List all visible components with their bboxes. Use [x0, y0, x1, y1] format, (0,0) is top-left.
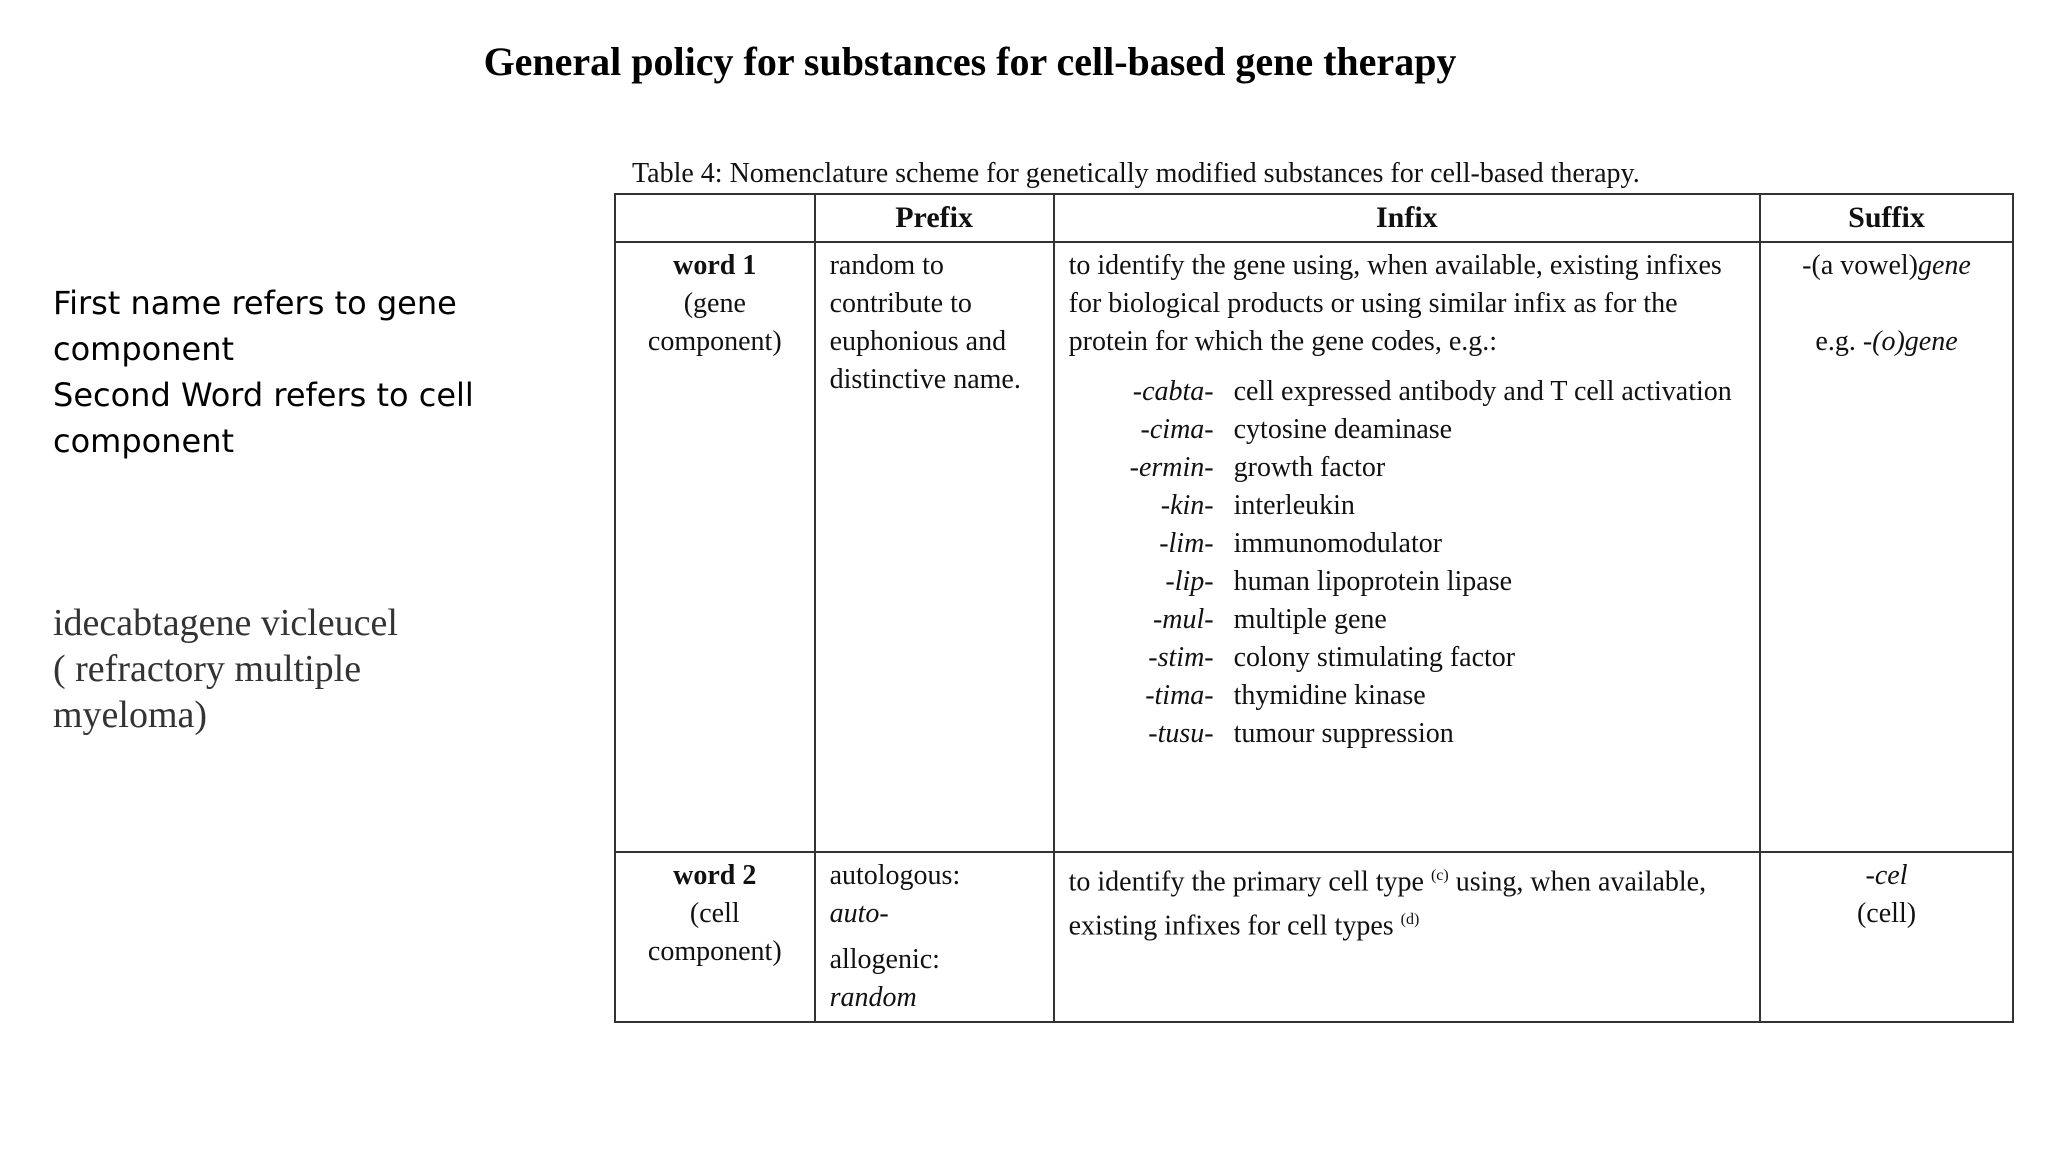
infix-code: -cabta- [1132, 376, 1214, 407]
nomenclature-table [614, 193, 2014, 1023]
infix-meaning: tumour suppression [1233, 718, 1454, 749]
infix-code: -mul- [1152, 604, 1214, 635]
word2-prefix [815, 852, 1054, 1022]
infix-code: -tima- [1145, 680, 1214, 711]
word1-suffix-eg-prefix: e.g. [1815, 326, 1863, 357]
infix-meaning: colony stimulating factor [1233, 642, 1516, 673]
table-caption: Table 4: Nomenclature scheme for genetically modified substances for cell-based therapy. [632, 158, 1640, 189]
word1-suffix [1760, 242, 2013, 852]
word2-cell [615, 852, 815, 1022]
header-prefix: Prefix [815, 194, 1054, 242]
word2-suffix-meaning: (cell) [1856, 898, 1917, 929]
infix-code: -tusu- [1148, 718, 1214, 749]
word1-infix [1054, 242, 1760, 852]
word2-prefix-allo-value: random [829, 982, 917, 1013]
word2-infix-note2: (d) [1400, 911, 1420, 929]
infix-meaning: thymidine kinase [1233, 680, 1426, 711]
word2-infix [1054, 852, 1760, 1022]
infix-meaning: growth factor [1233, 452, 1386, 483]
word2-prefix-allo-label: allogenic: [829, 944, 940, 975]
word2-infix-part1: to identify the primary cell type [1068, 866, 1431, 898]
word2-infix-part2: using, when available, existing infixes for cell types [1068, 866, 1707, 942]
word2-infix-note1: (c) [1430, 867, 1449, 884]
infix-code: -cima- [1140, 414, 1214, 445]
word1-desc: (gene component) [647, 288, 782, 357]
infix-code: -lip- [1165, 566, 1214, 597]
word1-prefix: random to contribute to euphonious and distinctive name. [815, 242, 1054, 852]
infix-meaning: human lipoprotein lipase [1233, 566, 1513, 597]
word1-suffix-main-prefix: -(a vowel) [1802, 250, 1918, 281]
word1-cell [615, 242, 815, 852]
word2-desc: (cell component) [647, 898, 782, 967]
infix-code: -lim- [1159, 528, 1214, 559]
table-row-word2 [615, 852, 2013, 1022]
infix-meaning: immunomodulator [1233, 528, 1443, 559]
header-word [615, 194, 815, 242]
infix-meaning: interleukin [1233, 490, 1355, 521]
infix-meaning: multiple gene [1233, 604, 1387, 635]
word1-suffix-main-italic: gene [1918, 250, 1971, 281]
word2-prefix-auto-value: auto- [829, 898, 889, 929]
word2-suffix [1760, 852, 2013, 1022]
header-suffix: Suffix [1760, 194, 2013, 242]
table-row-word1 [615, 242, 2013, 852]
word2-suffix-code: -cel [1865, 860, 1908, 891]
note-line-1: First name refers to gene component [53, 284, 457, 368]
slide-title: General policy for substances for cell-based gene therapy [483, 39, 1457, 84]
table-header-row [615, 194, 2013, 242]
infix-list [1069, 373, 1745, 753]
word2-prefix-auto-label: autologous: [829, 860, 961, 891]
example-indication: ( refractory multiple myeloma) [53, 648, 362, 736]
word1-infix-intro: to identify the gene using, when available, existing infixes for biological products or using similar infix as for the protein for which the gene codes, e.g.: [1068, 250, 1722, 357]
infix-code: -stim- [1148, 642, 1214, 673]
word2-name: word 2 [673, 860, 757, 891]
naming-note [53, 280, 513, 464]
infix-code: -ermin- [1129, 452, 1214, 483]
infix-code: -kin- [1160, 490, 1214, 521]
example-name: idecabtagene vicleucel [53, 602, 398, 644]
infix-meaning: cell expressed antibody and T cell activation [1233, 376, 1732, 407]
word1-suffix-eg-italic: -(o)gene [1862, 326, 1958, 357]
word1-suffix-example [1775, 323, 1998, 361]
word1-suffix-main [1775, 247, 1998, 285]
infix-meaning: cytosine deaminase [1233, 414, 1453, 445]
example-drug [53, 600, 513, 738]
word1-name: word 1 [673, 250, 757, 281]
header-infix: Infix [1054, 194, 1760, 242]
note-line-2: Second Word refers to cell component [53, 376, 474, 460]
